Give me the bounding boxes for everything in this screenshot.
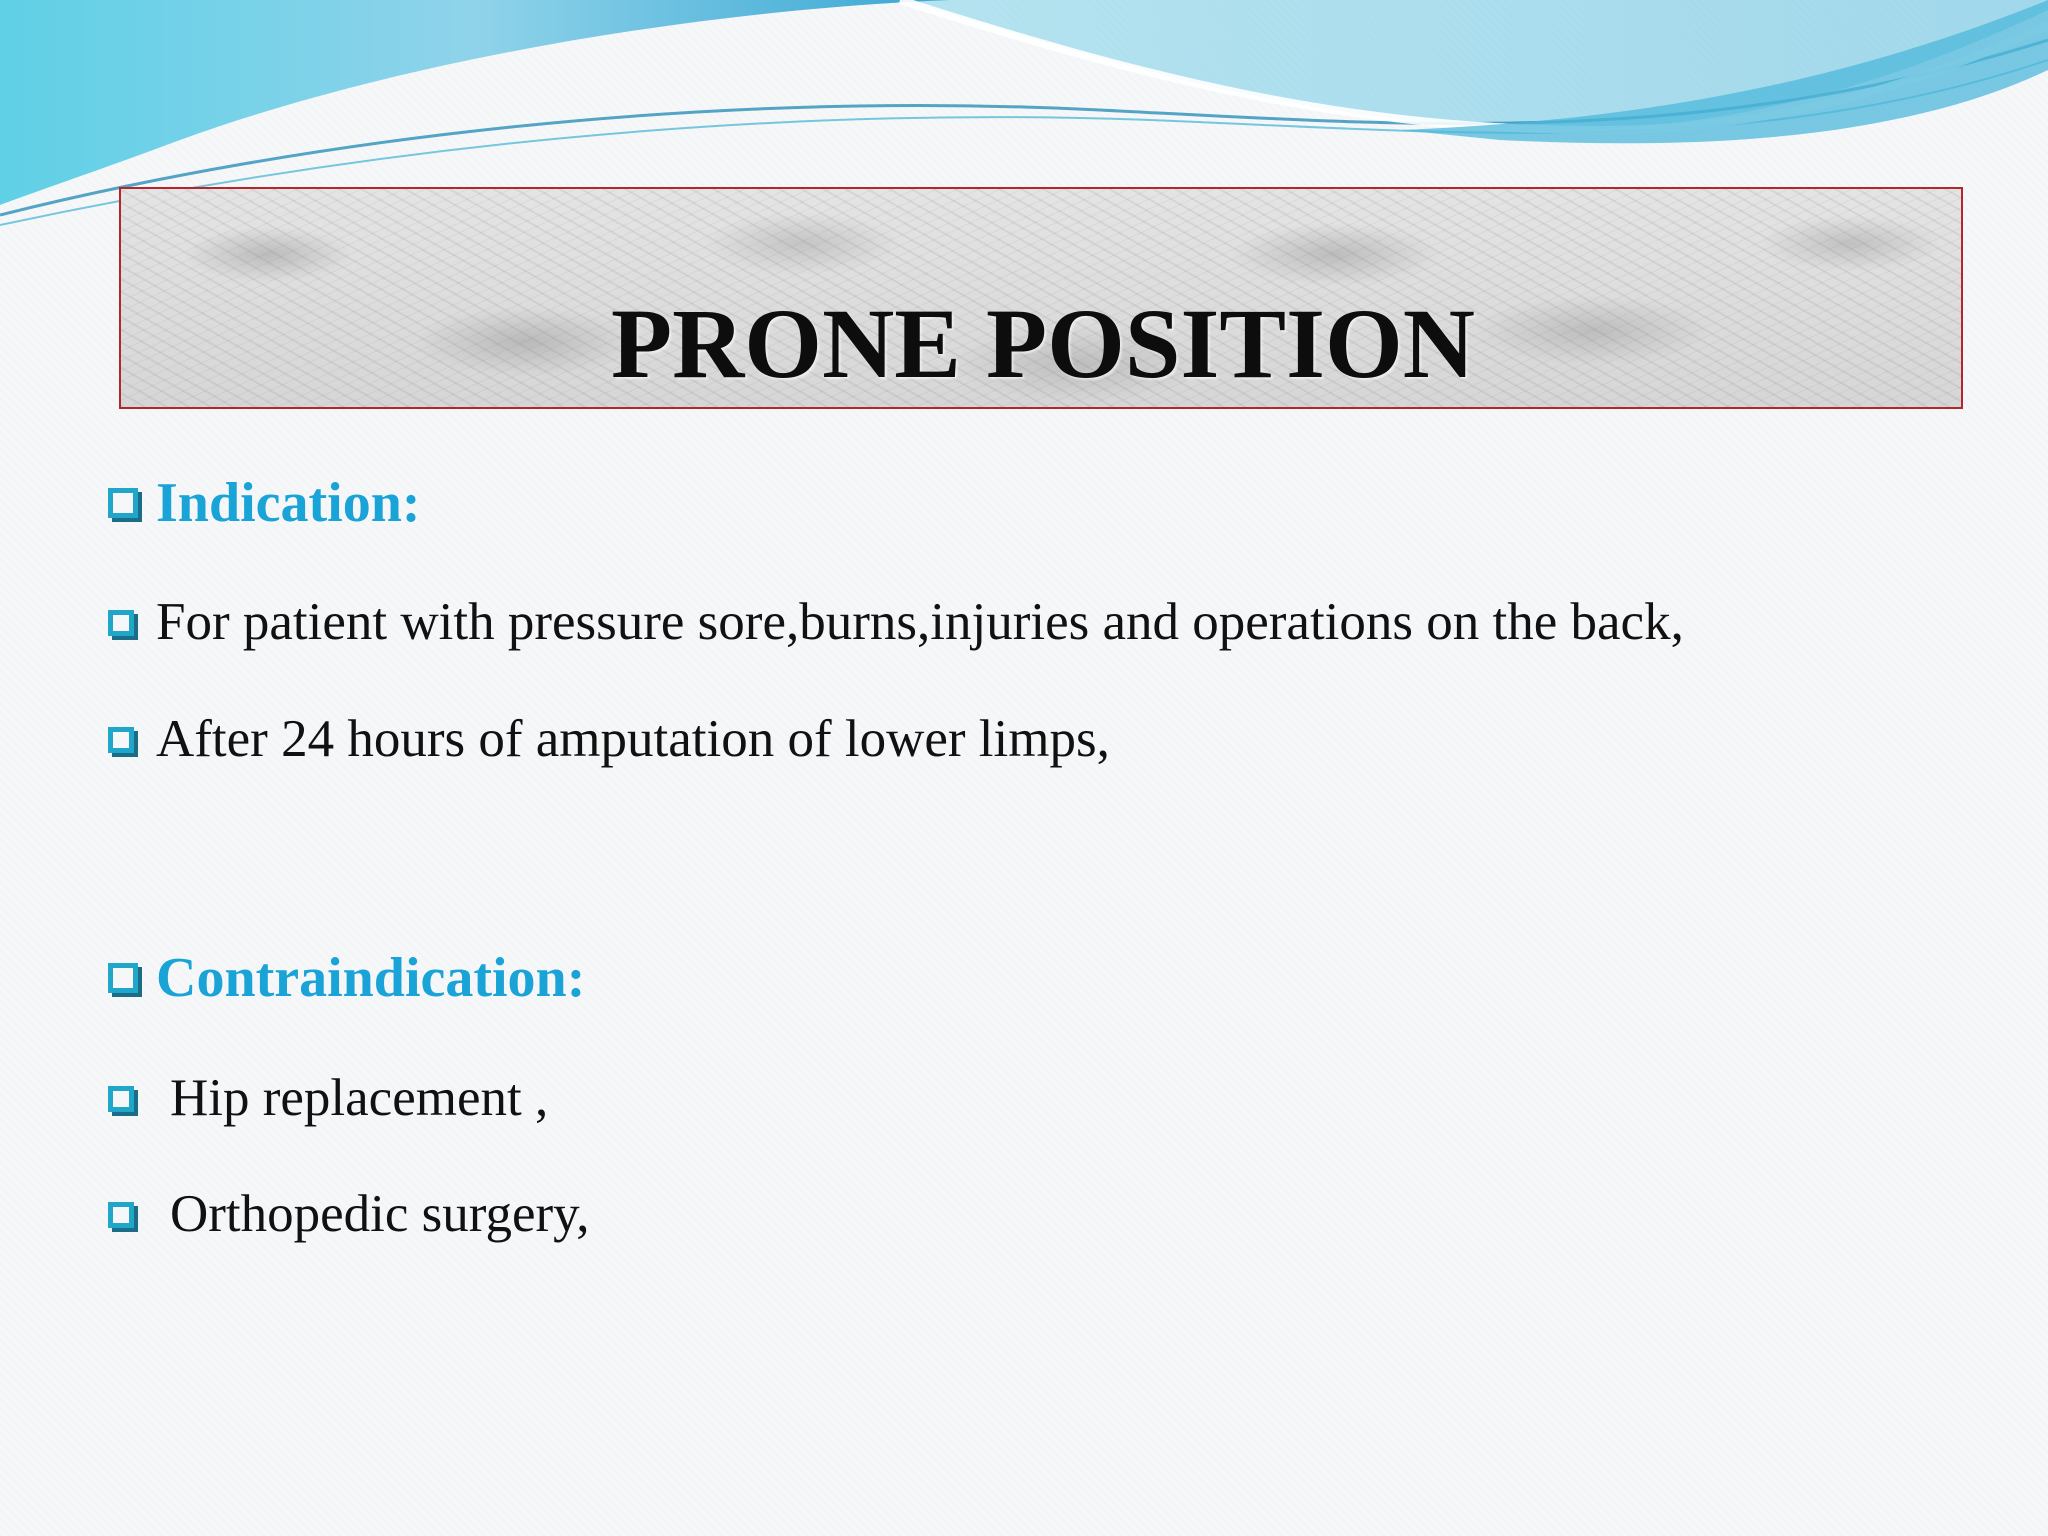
section-heading-contraindication	[108, 947, 586, 1009]
list-item	[108, 710, 1110, 768]
list-item	[108, 593, 1684, 651]
checkbox-bullet-icon	[108, 488, 138, 518]
section-heading-label: Contraindication:	[156, 947, 586, 1009]
checkbox-bullet-icon	[108, 610, 134, 636]
list-item-text: Orthopedic surgery,	[170, 1185, 590, 1243]
section-heading-label: Indication:	[156, 472, 421, 534]
list-item	[108, 1069, 549, 1127]
list-item	[108, 1185, 590, 1243]
slide-title: PRONE POSITION	[610, 288, 1475, 399]
section-heading-indication	[108, 472, 421, 534]
checkbox-bullet-icon	[108, 963, 138, 993]
checkbox-bullet-icon	[108, 1086, 134, 1112]
checkbox-bullet-icon	[108, 1202, 134, 1228]
list-item-text: Hip replacement ,	[170, 1069, 549, 1127]
title-banner	[119, 187, 1963, 409]
checkbox-bullet-icon	[108, 727, 134, 753]
list-item-text: For patient with pressure sore,burns,injuries and operations on the back,	[156, 593, 1684, 651]
list-item-text: After 24 hours of amputation of lower limps,	[156, 710, 1110, 768]
